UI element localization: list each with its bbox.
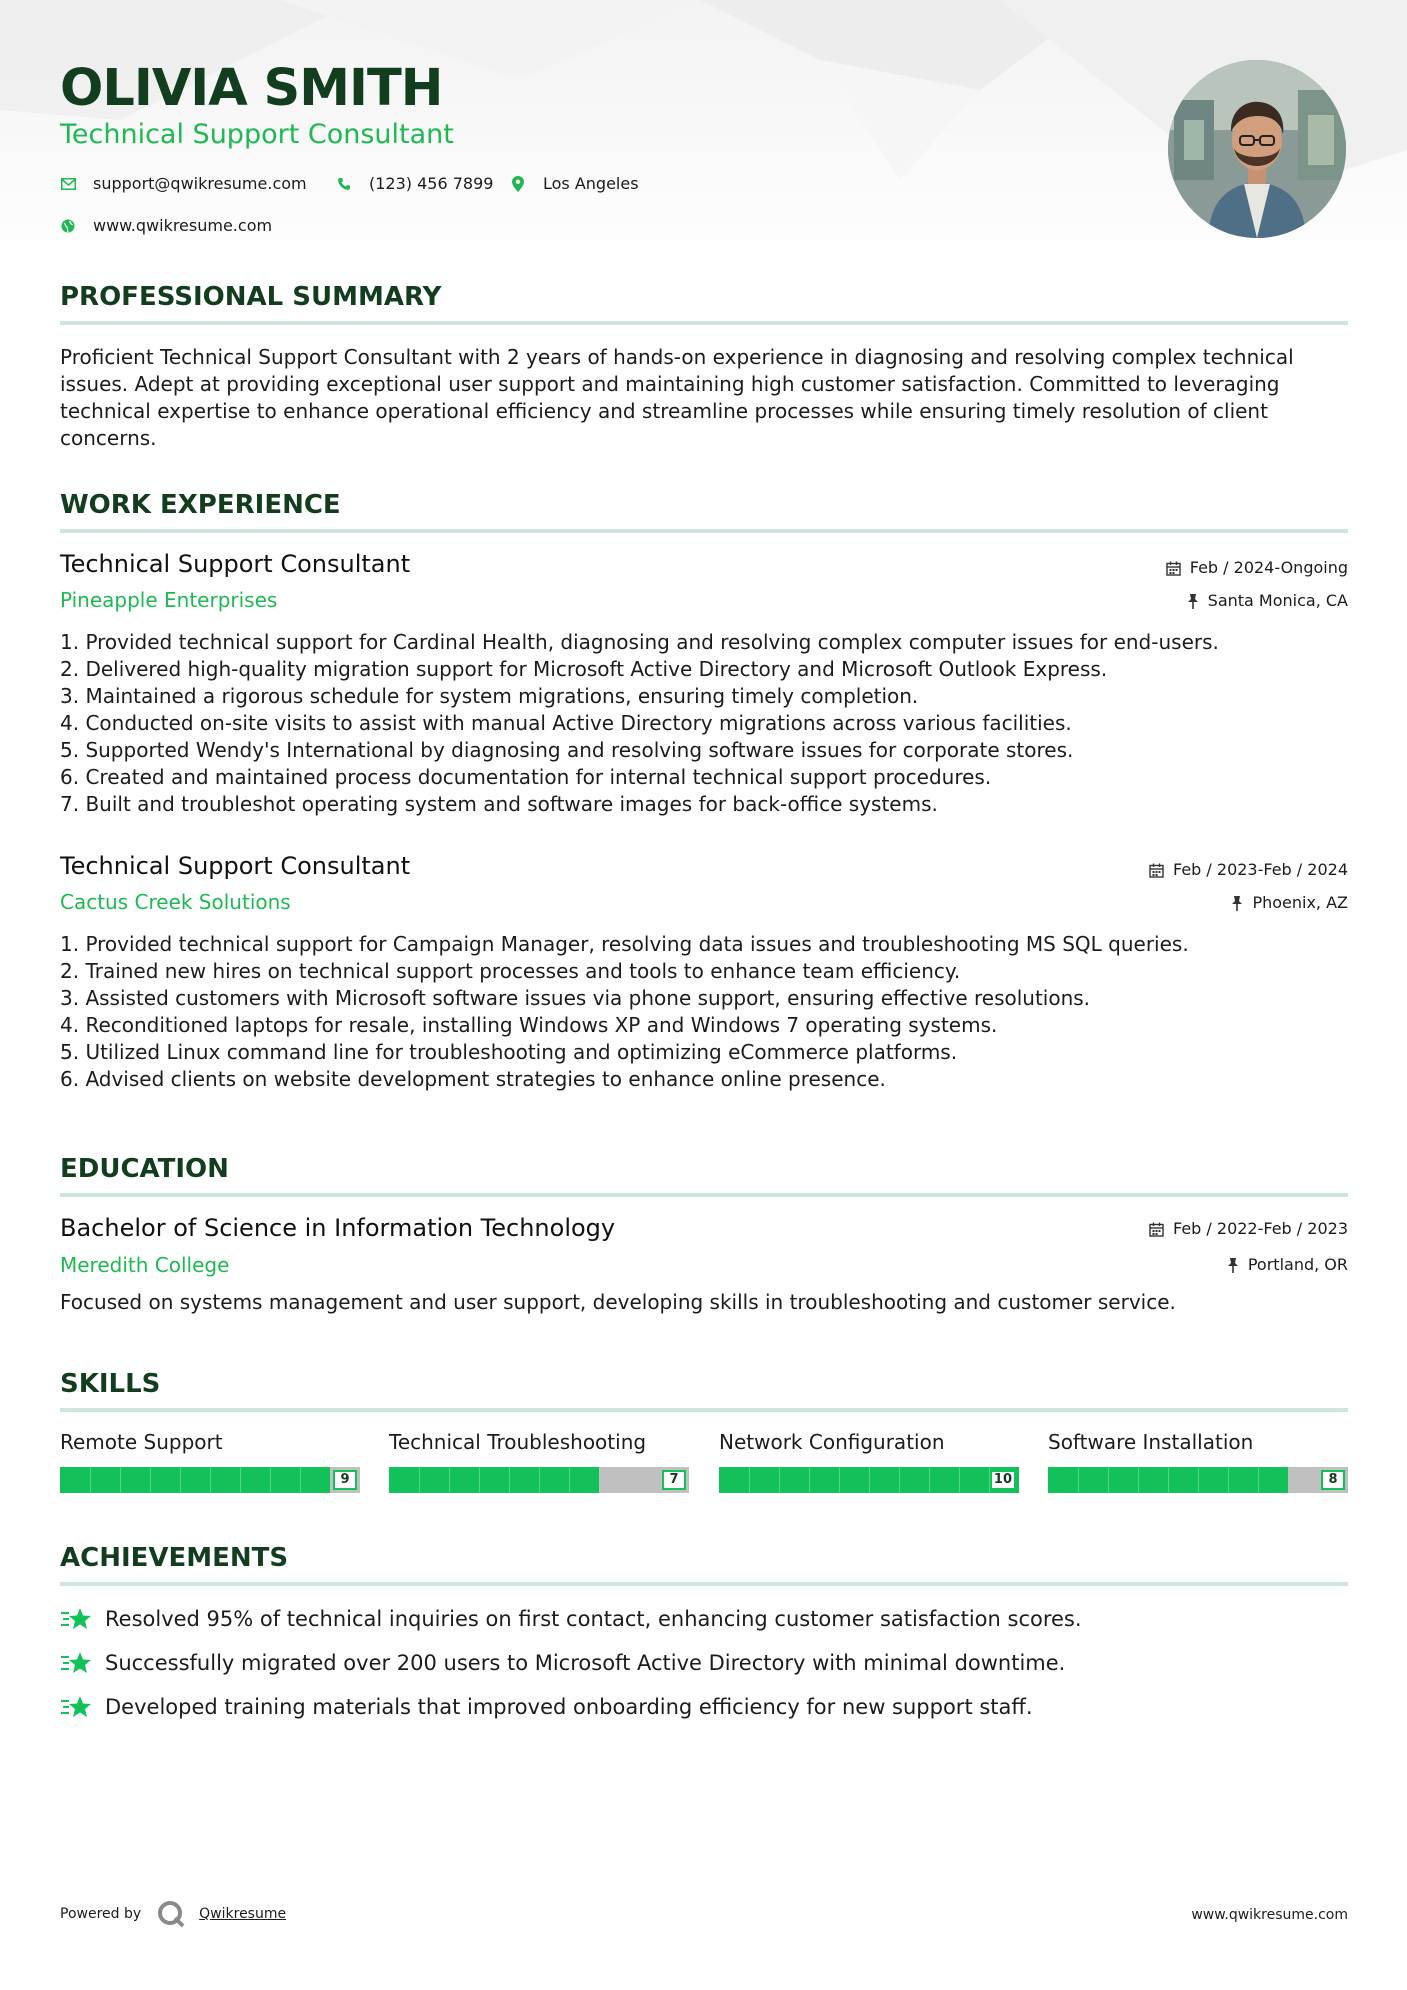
job-location [1231,893,1348,913]
degree-title: Bachelor of Science in Information Technology [60,1214,616,1242]
skill-level-bar [1048,1467,1348,1493]
skill-bar-segment [270,1467,271,1493]
skill-level-fill [60,1467,330,1493]
summary-text: Proficient Technical Support Consultant with 2 years of hands-on experience in diagnosing and resolving complex technical issues. Adept at providing exceptional user support and maintaining high customer satisfaction. Committed to leveraging technical expertise to enhance operational efficiency and streamline processes while ensuring timely resolution of client concerns. [60,345,1294,450]
map-pin-icon [510,176,526,192]
skill-bar-segment [419,1467,420,1493]
star-icon [60,1607,92,1631]
skill-bar-segment [1138,1467,1139,1493]
list-item: 1. Provided technical support for Campaign Manager, resolving data issues and troubleshooting MS SQL queries. [60,932,1189,956]
contact-phone[interactable] [336,174,493,193]
skill-bar-segment [1168,1467,1169,1493]
section-divider [60,1408,1348,1412]
powered-by-label: Powered by [60,1906,142,1922]
phone-icon [336,176,352,192]
envelope-icon [60,176,76,192]
list-item: 2. Trained new hires on technical support processes and tools to enhance team efficiency. [60,959,961,983]
education-description: Focused on systems management and user support, developing skills in troubleshooting and customer service. [60,1290,1176,1314]
job-location-text: Santa Monica, CA [1207,591,1348,610]
skill-bar-segment [539,1467,540,1493]
achievement-item [60,1649,1065,1677]
job-dates-text: Feb / 2023-Feb / 2024 [1173,860,1348,879]
contact-website[interactable] [60,216,272,235]
skill-level-badge: 8 [1321,1470,1345,1490]
list-item: 5. Supported Wendy's International by diagnosing and resolving software issues for corporate stores. [60,738,1074,762]
achievement-text: Developed training materials that improved onboarding efficiency for new support staff. [105,1695,1033,1719]
skill-bar-segment [509,1467,510,1493]
list-item: 3. Assisted customers with Microsoft software issues via phone support, ensuring effective resolutions. [60,986,1091,1010]
list-item: 4. Reconditioned laptops for resale, installing Windows XP and Windows 7 operating systems. [60,1013,998,1037]
skill-item [60,1429,360,1493]
skill-level-badge: 10 [990,1470,1016,1490]
education-heading: EDUCATION [60,1154,229,1184]
skill-bar-segment [479,1467,480,1493]
achievement-text: Resolved 95% of technical inquiries on first contact, enhancing customer satisfaction scores. [105,1607,1082,1631]
location-text: Los Angeles [543,174,639,193]
pushpin-icon [1231,896,1243,911]
skill-bar-segment [150,1467,151,1493]
list-item: 1. Provided technical support for Cardinal Health, diagnosing and resolving complex computer issues for end-users. [60,630,1219,654]
star-icon [60,1651,92,1675]
skill-bar-segment [300,1467,301,1493]
footer-url[interactable]: www.qwikresume.com [1191,1907,1348,1923]
education-dates [1149,1219,1348,1239]
job-location-text: Phoenix, AZ [1252,893,1348,912]
section-divider [60,1582,1348,1586]
achievements-heading: ACHIEVEMENTS [60,1543,289,1573]
skill-name: Software Installation [1048,1430,1254,1454]
calendar-icon [1149,863,1164,878]
skill-level-fill [389,1467,599,1493]
company-name: Pineapple Enterprises [60,588,278,612]
phone-text: (123) 456 7899 [369,174,494,193]
skill-bar-segment [749,1467,750,1493]
skill-bar-segment [240,1467,241,1493]
skill-item [719,1429,1019,1493]
globe-icon [60,218,76,234]
skill-bar-segment [569,1467,570,1493]
skill-item [389,1429,689,1493]
list-item: 6. Advised clients on website development strategies to enhance online presence. [60,1067,886,1091]
candidate-title: Technical Support Consultant [60,119,454,150]
website-text: www.qwikresume.com [93,216,273,235]
skill-bar-segment [90,1467,91,1493]
skill-bar-segment [1078,1467,1079,1493]
star-icon [60,1695,92,1719]
profile-photo [1168,60,1346,238]
skill-bar-segment [899,1467,900,1493]
achievement-item [60,1693,1033,1721]
skill-level-badge: 7 [662,1470,686,1490]
skill-name: Remote Support [60,1430,223,1454]
job-bullet-list [60,931,1348,1093]
list-item: 6. Created and maintained process documentation for internal technical support procedures. [60,765,992,789]
skill-level-badge: 9 [333,1470,357,1490]
job-location [1187,591,1348,611]
skill-level-bar [60,1467,360,1493]
brand-link[interactable]: Qwikresume [199,1906,287,1922]
education-dates-text: Feb / 2022-Feb / 2023 [1173,1219,1348,1238]
job-title: Technical Support Consultant [60,852,411,880]
skill-bar-segment [839,1467,840,1493]
section-divider [60,1193,1348,1197]
skill-level-bar [389,1467,689,1493]
achievement-item [60,1605,1082,1633]
skill-bar-segment [869,1467,870,1493]
skill-bar-segment [1198,1467,1199,1493]
contact-location [510,174,639,193]
job-dates [1149,860,1348,880]
skill-bar-segment [120,1467,121,1493]
skill-name: Technical Troubleshooting [389,1430,647,1454]
skill-bar-segment [959,1467,960,1493]
skill-bar-segment [1228,1467,1229,1493]
list-item: 7. Built and troubleshot operating system and software images for back-office systems. [60,792,938,816]
experience-heading: WORK EXPERIENCE [60,490,341,520]
calendar-icon [1149,1222,1164,1237]
job-dates [1166,558,1348,578]
footer-powered-by [60,1900,286,1928]
pushpin-icon [1187,594,1199,609]
list-item: 4. Conducted on-site visits to assist with manual Active Directory migrations across various facilities. [60,711,1072,735]
skill-bar-segment [809,1467,810,1493]
list-item: 5. Utilized Linux command line for troubleshooting and optimizing eCommerce platforms. [60,1040,958,1064]
list-item: 2. Delivered high-quality migration support for Microsoft Active Directory and Microsoft Outlook Express. [60,657,1108,681]
school-name: Meredith College [60,1253,230,1277]
skill-bar-segment [929,1467,930,1493]
qwikresume-logo-icon [157,1900,185,1928]
skill-bar-segment [1108,1467,1109,1493]
achievement-text: Successfully migrated over 200 users to Microsoft Active Directory with minimal downtime. [105,1651,1066,1675]
skill-level-bar [719,1467,1019,1493]
skill-bar-segment [779,1467,780,1493]
list-item: 3. Maintained a rigorous schedule for system migrations, ensuring timely completion. [60,684,919,708]
calendar-icon [1166,561,1181,576]
pushpin-icon [1227,1258,1239,1273]
skill-bar-segment [180,1467,181,1493]
section-divider [60,529,1348,533]
education-location-text: Portland, OR [1247,1255,1348,1274]
skills-heading: SKILLS [60,1369,161,1399]
job-dates-text: Feb / 2024-Ongoing [1189,558,1348,577]
section-divider [60,321,1348,325]
company-name: Cactus Creek Solutions [60,890,291,914]
job-bullet-list [60,629,1348,818]
email-text: support@qwikresume.com [93,174,307,193]
summary-heading: PROFESSIONAL SUMMARY [60,282,442,312]
contact-email[interactable] [60,174,307,193]
skill-bar-segment [449,1467,450,1493]
education-location [1227,1255,1348,1275]
job-title: Technical Support Consultant [60,550,411,578]
skill-name: Network Configuration [719,1430,945,1454]
candidate-name: OLIVIA SMITH [60,59,443,118]
skill-bar-segment [1258,1467,1259,1493]
skill-bar-segment [210,1467,211,1493]
skill-item [1048,1429,1348,1493]
